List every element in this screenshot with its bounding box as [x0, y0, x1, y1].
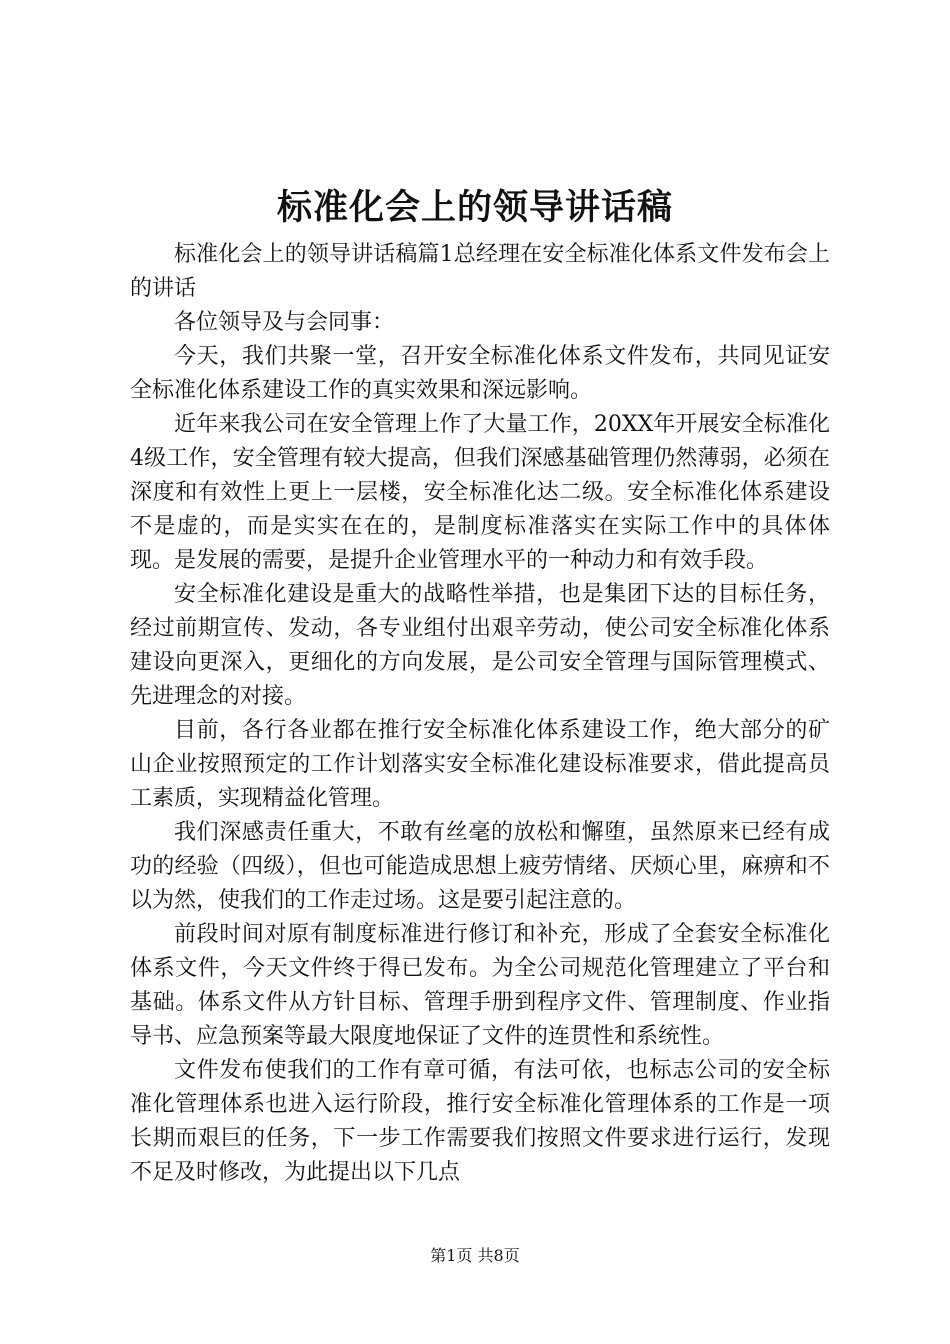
paragraph-intro: 标准化会上的领导讲话稿篇1总经理在安全标准化体系文件发布会上的讲话	[130, 242, 830, 301]
paragraph-background: 近年来我公司在安全管理上作了大量工作，20XX年开展安全标准化4级工作，安全管理有较大提高，但我们深感基础管理仍然薄弱，必须在深度和有效性上更上一层楼，安全标准化达二级。安全标准化体系建设不是虚的，而是实实在在的，是制度标准落实在实际工作中的具体体现。是发展的需要，是提升企业管理水平的一种动力和有效手段。	[130, 412, 830, 573]
paragraph-salutation: 各位领导及与会同事：	[174, 310, 395, 335]
document-title: 标准化会上的领导讲话稿	[276, 187, 673, 228]
paragraph-responsibility: 我们深感责任重大，不敢有丝毫的放松和懈堕，虽然原来已经有成功的经验（四级），但也可能造成思想上疲劳情绪、厌烦心里，麻痹和不以为然，使我们的工作走过场。这是要引起注意的。	[130, 820, 830, 913]
paragraph-industry: 目前，各行各业都在推行安全标准化体系建设工作，绝大部分的矿山企业按照预定的工作计划落实安全标准化建设标准要求，借此提高员工素质，实现精益化管理。	[130, 718, 830, 811]
paragraph-opening: 今天，我们共聚一堂，召开安全标准化体系文件发布，共同见证安全标准化体系建设工作的真实效果和深远影响。	[130, 344, 830, 403]
paragraph-release: 文件发布使我们的工作有章可循，有法可依，也标志公司的安全标准化管理体系也进入运行阶段，推行安全标准化管理体系的工作是一项长期而艰巨的任务，下一步工作需要我们按照文件要求进行运行，发现不足及时修改，为此提出以下几点	[130, 1058, 830, 1185]
paragraph-strategy: 安全标准化建设是重大的战略性举措，也是集团下达的目标任务，经过前期宣传、发动，各专业组付出艰辛劳动，使公司安全标准化体系建设向更深入，更细化的方向发展，是公司安全管理与国际管理模式、先进理念的对接。	[130, 582, 830, 709]
document-body	[130, 238, 830, 1190]
page-number-footer: 第1页 共8页	[430, 1246, 520, 1265]
paragraph-revision: 前段时间对原有制度标准进行修订和补充，形成了全套安全标准化体系文件，今天文件终于得已发布。为全公司规范化管理建立了平台和基础。体系文件从方针目标、管理手册到程序文件、管理制度、作业指导书、应急预案等最大限度地保证了文件的连贯性和系统性。	[130, 922, 830, 1049]
